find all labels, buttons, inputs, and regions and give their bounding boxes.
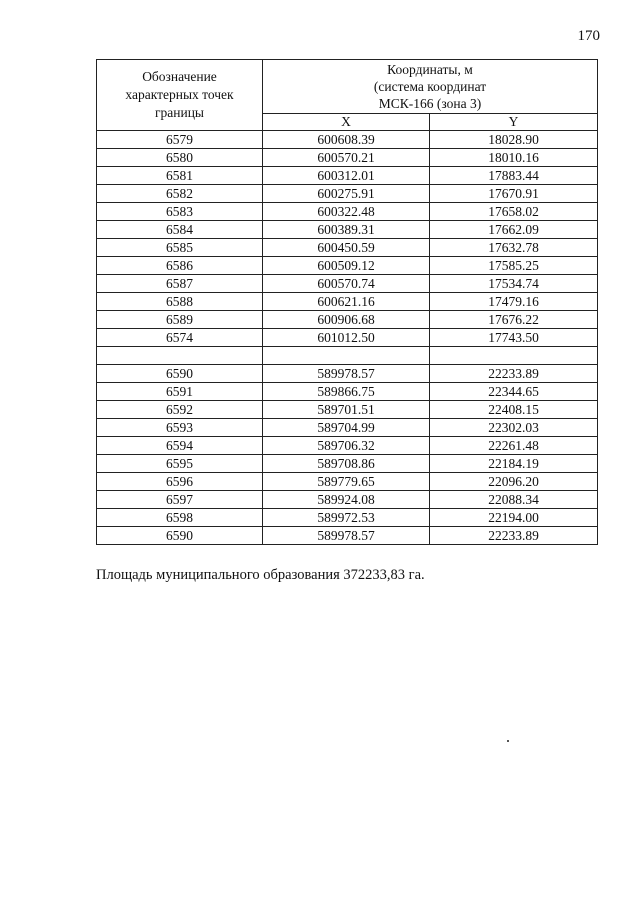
y-cell: 22088.34 [430,491,598,509]
table-row [97,221,598,239]
x-cell: 589779.65 [263,473,430,491]
point-cell: 6593 [97,419,263,437]
table-row [97,455,598,473]
point-cell: 6588 [97,293,263,311]
table-row [97,167,598,185]
point-cell: 6579 [97,131,263,149]
coords-header-line2: (система координат [373,79,487,94]
table-row [97,257,598,275]
x-cell: 589978.57 [263,365,430,383]
x-cell: 600509.12 [263,257,430,275]
point-cell: 6586 [97,257,263,275]
y-cell: 18010.16 [430,149,598,167]
x-cell: 600906.68 [263,311,430,329]
y-cell: 22408.15 [430,401,598,419]
x-cell: 600621.16 [263,293,430,311]
stray-mark [507,740,509,742]
table-row [97,401,598,419]
y-cell: 17585.25 [430,257,598,275]
point-cell [97,347,263,365]
x-cell: 600275.91 [263,185,430,203]
point-cell: 6590 [97,365,263,383]
table-row [97,275,598,293]
point-cell: 6594 [97,437,263,455]
y-cell: 22302.03 [430,419,598,437]
y-cell: 22194.00 [430,509,598,527]
y-cell: 22096.20 [430,473,598,491]
y-cell: 17670.91 [430,185,598,203]
y-cell: 22344.65 [430,383,598,401]
table-row [97,419,598,437]
coords-header-line3: МСК-166 (зона 3) [378,96,482,111]
y-cell: 17662.09 [430,221,598,239]
table-row [97,293,598,311]
y-cell: 18028.90 [430,131,598,149]
table-row [97,329,598,347]
x-cell: 589708.86 [263,455,430,473]
point-cell: 6574 [97,329,263,347]
x-cell: 600570.21 [263,149,430,167]
table-row [97,149,598,167]
x-cell: 589924.08 [263,491,430,509]
x-cell: 600322.48 [263,203,430,221]
point-cell: 6595 [97,455,263,473]
area-statement: Площадь муниципального образования 372233,83 га. [96,567,425,583]
coords-header-line1: Координаты, м [387,62,473,77]
y-cell: 22233.89 [430,365,598,383]
point-cell: 6590 [97,527,263,545]
table-row [97,239,598,257]
y-cell: 17479.16 [430,293,598,311]
point-cell: 6591 [97,383,263,401]
point-cell: 6583 [97,203,263,221]
x-column-header: X [263,114,430,131]
table-row [97,347,598,365]
y-cell: 17632.78 [430,239,598,257]
x-cell: 589978.57 [263,527,430,545]
y-cell: 22233.89 [430,527,598,545]
point-cell: 6598 [97,509,263,527]
table-row [97,491,598,509]
table-row [97,131,598,149]
y-cell: 17534.74 [430,275,598,293]
y-cell: 17658.02 [430,203,598,221]
y-cell: 22184.19 [430,455,598,473]
coordinates-column-header [263,60,598,114]
x-cell: 601012.50 [263,329,430,347]
point-cell: 6582 [97,185,263,203]
table-row [97,185,598,203]
y-column-header: Y [430,114,598,131]
point-cell: 6589 [97,311,263,329]
point-column-header [97,60,263,131]
x-cell: 600312.01 [263,167,430,185]
x-cell [263,347,430,365]
page-number: 170 [577,28,600,44]
x-cell: 600570.74 [263,275,430,293]
x-cell: 589706.32 [263,437,430,455]
table-row [97,437,598,455]
table-row [97,383,598,401]
point-cell: 6581 [97,167,263,185]
x-cell: 600389.31 [263,221,430,239]
x-cell: 589701.51 [263,401,430,419]
x-cell: 589866.75 [263,383,430,401]
point-cell: 6596 [97,473,263,491]
y-cell: 17676.22 [430,311,598,329]
point-cell: 6597 [97,491,263,509]
table-row [97,473,598,491]
table-row [97,527,598,545]
y-cell: 17883.44 [430,167,598,185]
table-row [97,203,598,221]
point-header-text: Обозначение характерных точек границы [125,69,234,120]
y-cell [430,347,598,365]
table-row [97,365,598,383]
point-cell: 6580 [97,149,263,167]
x-cell: 600450.59 [263,239,430,257]
point-cell: 6585 [97,239,263,257]
coordinates-table [96,59,598,545]
y-cell: 22261.48 [430,437,598,455]
x-cell: 589704.99 [263,419,430,437]
point-cell: 6587 [97,275,263,293]
x-cell: 600608.39 [263,131,430,149]
table-row [97,311,598,329]
y-cell: 17743.50 [430,329,598,347]
point-cell: 6584 [97,221,263,239]
point-cell: 6592 [97,401,263,419]
x-cell: 589972.53 [263,509,430,527]
table-row [97,509,598,527]
